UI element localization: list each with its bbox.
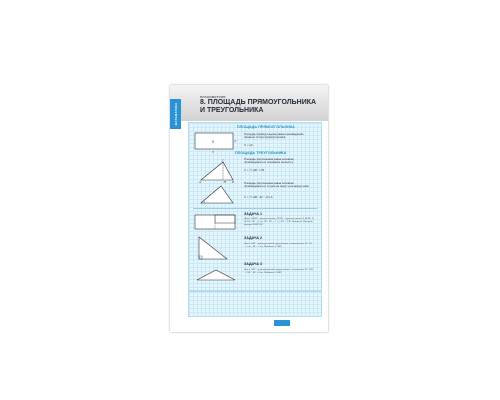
triangle-formula-1: S = ½ AB · CH (244, 168, 264, 172)
task3-text: Дано: ABC – равнобедренный треугольник с основанием AC. ∠B = 150°, AB = 4 см. Найдите: S ABC (244, 268, 313, 274)
theory-panel (188, 122, 322, 291)
poster (170, 85, 328, 332)
section-divider (193, 208, 317, 209)
triangle-rule-text-2: Площадь треугольника равна половине произведения его сторон на синус угла между ними. (244, 182, 310, 189)
triangle-vertex-a-label: A (199, 180, 201, 184)
triangle-section-title: ПЛОЩАДЬ ТРЕУГОЛЬНИКА (235, 151, 287, 155)
rectangle-side-b-label: b (234, 139, 237, 143)
task2-label: ЗАДАЧА 2 (244, 236, 262, 240)
publisher-logo (274, 320, 290, 326)
triangle-height-figure (199, 160, 235, 182)
rectangle-area-label: S (212, 139, 214, 144)
subject-tab (170, 99, 181, 129)
rectangle-formula: S = ab (244, 143, 253, 147)
triangle-formula-2: S = ½ AB · AC · sin A (244, 195, 273, 199)
triangle-vertex-b-label: B (232, 180, 234, 184)
poster-title-line2: И ТРЕУГОЛЬНИКА (200, 106, 264, 114)
triangle-rule-text-1: Площадь треугольника равна половине произведения его основания на высоту. (244, 158, 294, 165)
topic-kicker: ПЛАНИМЕТРИЯ (200, 95, 226, 99)
triangle-vertex-c-label: C (222, 158, 225, 163)
poster-title-line1: 8. ПЛОЩАДЬ ПРЯМОУГОЛЬНИКА (200, 99, 317, 106)
task1-text: Дано: ABCD – прямоугольник, CEFG – прямоугольник, E ∈ BC, G ∈ CD, AD = 5 см, AE : CE = 3 : 2, CG = CD. Найдите: Площадь фигуры ABEFGD. (244, 217, 314, 226)
task1-label: ЗАДАЧА 1 (244, 212, 262, 216)
rectangle-section-title: ПЛОЩАДЬ ПРЯМОУГОЛЬНИКА (237, 125, 295, 129)
subject-tab-label: МАТЕМАТИКА (173, 102, 178, 126)
rectangle-side-a-label: a (212, 149, 214, 154)
triangle-foot-h-label: H (223, 180, 226, 184)
task2-figure (197, 235, 233, 261)
task3-label: ЗАДАЧА 3 (244, 262, 262, 266)
poster-title (200, 99, 324, 114)
task3-figure (195, 265, 237, 283)
rectangle-rule-text: Площадь прямоугольника равна произведению смежных сторон прямоугольника. (244, 133, 304, 140)
task2-text: Дано: ABC – прямоугольный треугольник с гипотенузой AC. AC = 5 см, AB = 3 см. Найдите: S ABC (244, 242, 313, 248)
rectangle-figure (193, 131, 237, 153)
grid-footer-panel (188, 291, 322, 317)
task1-figure (193, 211, 239, 233)
triangle-sine-figure (199, 183, 235, 205)
